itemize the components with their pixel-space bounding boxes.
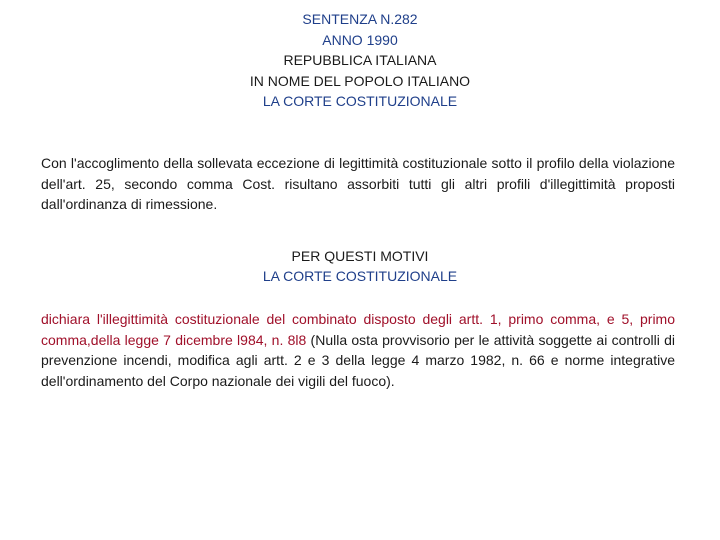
- per-questi-motivi: PER QUESTI MOTIVI: [291, 248, 429, 264]
- sentenza-number: SENTENZA N.282: [302, 11, 418, 27]
- document-header: [0, 9, 720, 112]
- sentenza-year: ANNO 1990: [322, 31, 398, 48]
- popolo-heading: IN NOME DEL POPOLO ITALIANO: [249, 72, 471, 89]
- reasoning-paragraph: Con l'accoglimento della sollevata eccezione di legittimità costituzionale sotto il profilo della violazione dell'art. 25, secondo comma Cost. risultano assorbiti tutti gli altri profili d'illegittimità proposti dall'ordinanza di rimessione.: [41, 155, 675, 212]
- corte-heading: LA CORTE COSTITUZIONALE: [262, 93, 458, 109]
- dispositivo-paragraph: [41, 309, 675, 391]
- repubblica-heading: REPUBBLICA ITALIANA: [283, 52, 437, 68]
- dispositivo-declaration: dichiara l'illegittimità costituzionale del combinato disposto degli artt. 1, primo comma, e 5, primo comma,della legge 7 dicembre l984, n. 8l8: [41, 311, 675, 348]
- dispositivo-law-description: (Nulla osta provvisorio per le attività soggette ai controlli di prevenzione incendi, modifica agli artt. 2 e 3 della legge 4 marzo 1982, n. 66 e norme integrative dell'ordinamento del Corpo nazionale dei vigili del fuoco).: [41, 331, 675, 389]
- motivi-heading: [0, 246, 720, 286]
- corte-heading-2: LA CORTE COSTITUZIONALE: [262, 268, 458, 284]
